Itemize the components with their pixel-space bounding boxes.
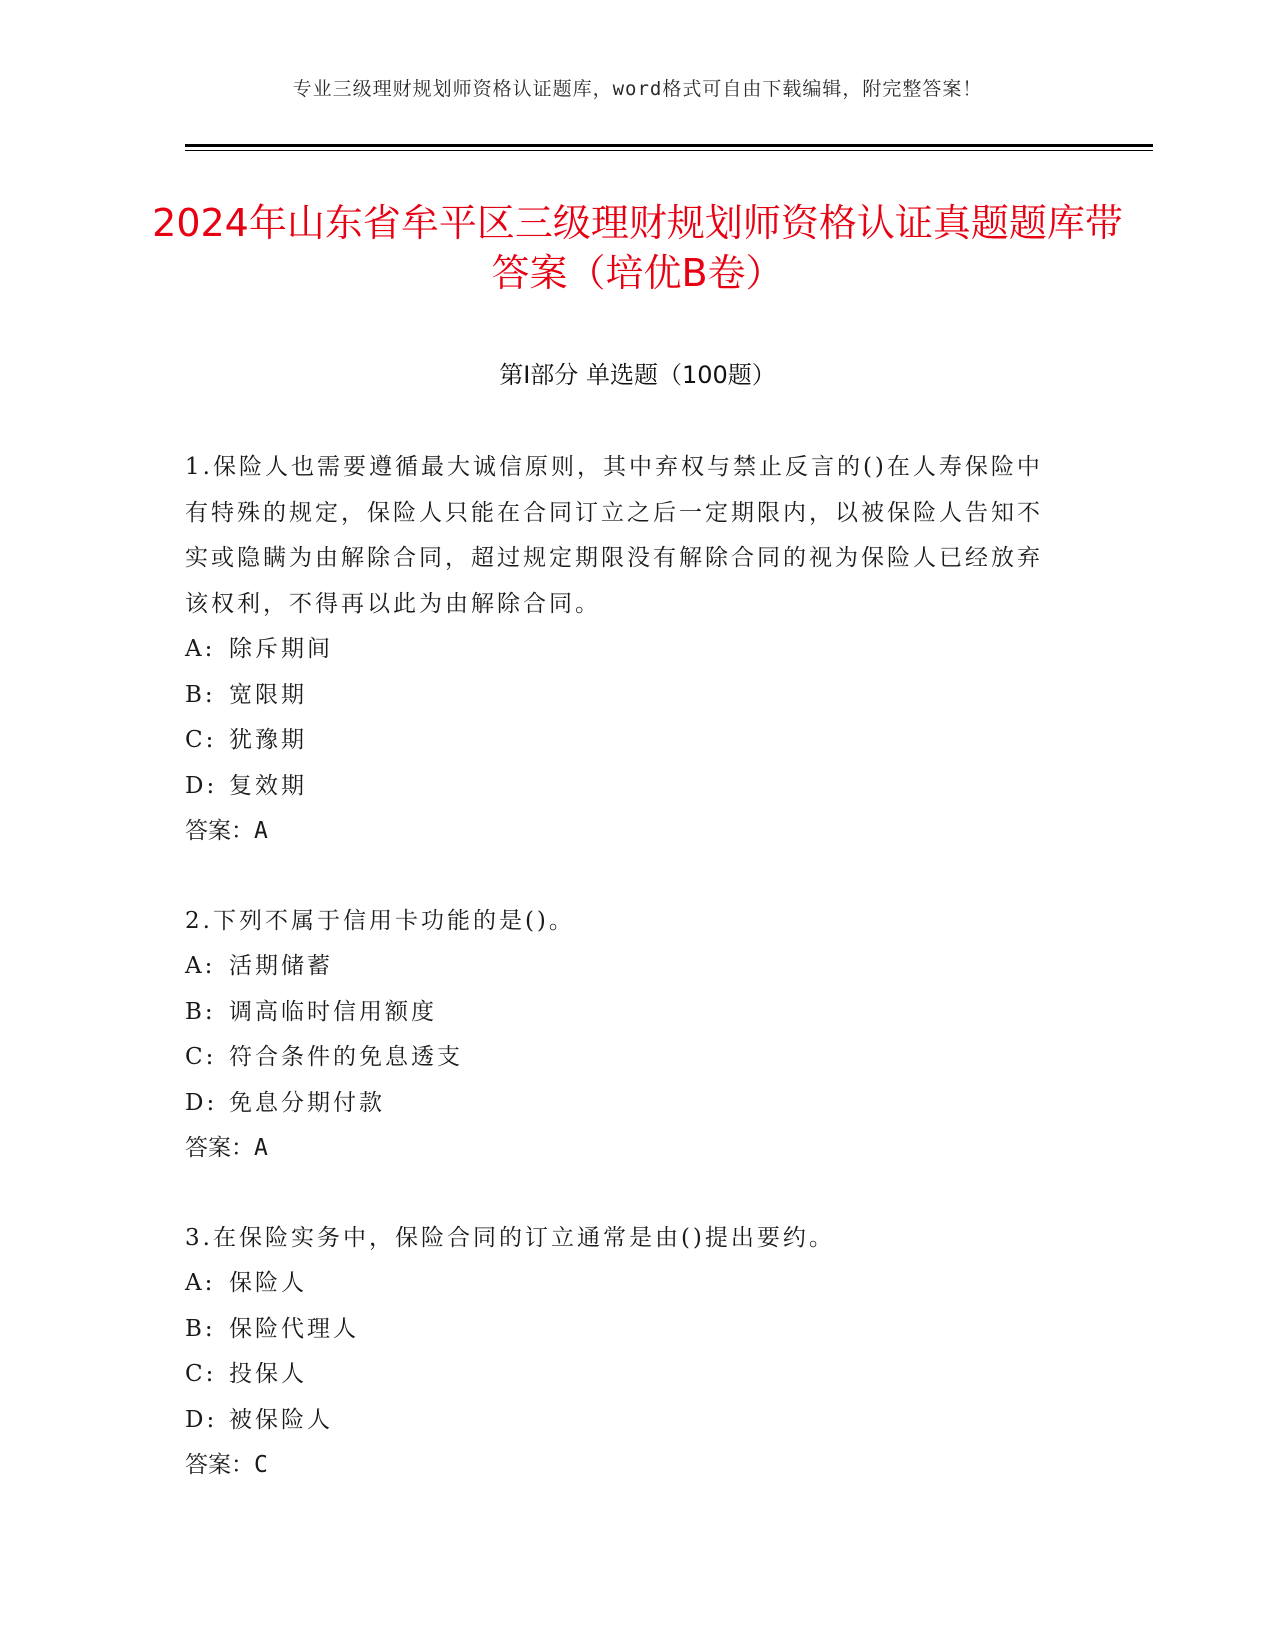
option-letter: B: [185,1315,216,1342]
option-letter: D: [185,1089,218,1116]
option-c [185,1352,1055,1398]
option-text: 复效期 [229,772,307,799]
option-b [185,673,1055,719]
option-d [185,1081,1055,1127]
question-stem: 1.保险人也需要遵循最大诚信原则，其中弃权与禁止反言的()在人寿保险中有特殊的规定，保险人只能在合同订立之后一定期限内，以被保险人告知不实或隐瞒为由解除合同，超过规定期限没有解除合同的视为保险人已经放弃该权利，不得再以此为由解除合同。 [185,454,1043,617]
answer-label: 答案： [185,1452,254,1478]
option-c [185,1035,1055,1081]
header-rule-thick [185,144,1153,147]
answer-line [185,1126,1055,1172]
question-stem: 3.在保险实务中，保险合同的订立通常是由()提出要约。 [185,1224,835,1251]
option-letter: A: [185,953,216,979]
answer-label: 答案： [185,818,254,844]
question-3 [185,1216,1055,1489]
option-d [185,764,1055,810]
option-text: 除斥期间 [229,636,333,662]
question-2 [185,899,1055,1172]
option-text: 活期储蓄 [229,953,333,979]
option-d [185,1398,1055,1444]
option-text: 投保人 [229,1361,307,1387]
option-letter: D: [185,1406,218,1433]
option-b [185,1307,1055,1353]
answer-value: A [254,818,268,844]
option-a [185,1261,1055,1307]
option-letter: D: [185,772,218,799]
option-text: 犹豫期 [229,727,307,753]
option-c [185,718,1055,764]
section-heading: 第Ⅰ部分 单选题（100题） [499,361,776,389]
option-a [185,627,1055,673]
document-title: 2024年山东省牟平区三级理财规划师资格认证真题题库带答案（培优B卷） [152,201,1123,295]
option-b [185,990,1055,1036]
answer-line [185,1443,1055,1489]
question-1 [185,445,1055,855]
option-letter: A: [185,636,216,662]
question-list [185,445,1055,1533]
answer-line [185,809,1055,855]
option-text: 调高临时信用额度 [229,998,437,1025]
option-letter: C: [185,1361,217,1387]
option-text: 符合条件的免息透支 [229,1044,463,1070]
option-letter: B: [185,681,216,708]
option-a [185,944,1055,990]
option-text: 保险代理人 [229,1315,359,1342]
option-text: 免息分期付款 [229,1089,385,1116]
option-letter: C: [185,1044,217,1070]
answer-value: C [254,1452,268,1478]
option-letter: C: [185,727,217,753]
option-text: 宽限期 [229,681,307,708]
option-letter: B: [185,998,216,1025]
header-rule-thin [185,150,1153,151]
option-letter: A: [185,1270,216,1296]
option-text: 保险人 [229,1270,307,1296]
question-stem: 2.下列不属于信用卡功能的是()。 [185,907,575,934]
answer-value: A [254,1135,268,1161]
header-note: 专业三级理财规划师资格认证题库，word格式可自由下载编辑，附完整答案！ [292,78,983,100]
option-text: 被保险人 [229,1406,333,1433]
answer-label: 答案： [185,1135,254,1161]
